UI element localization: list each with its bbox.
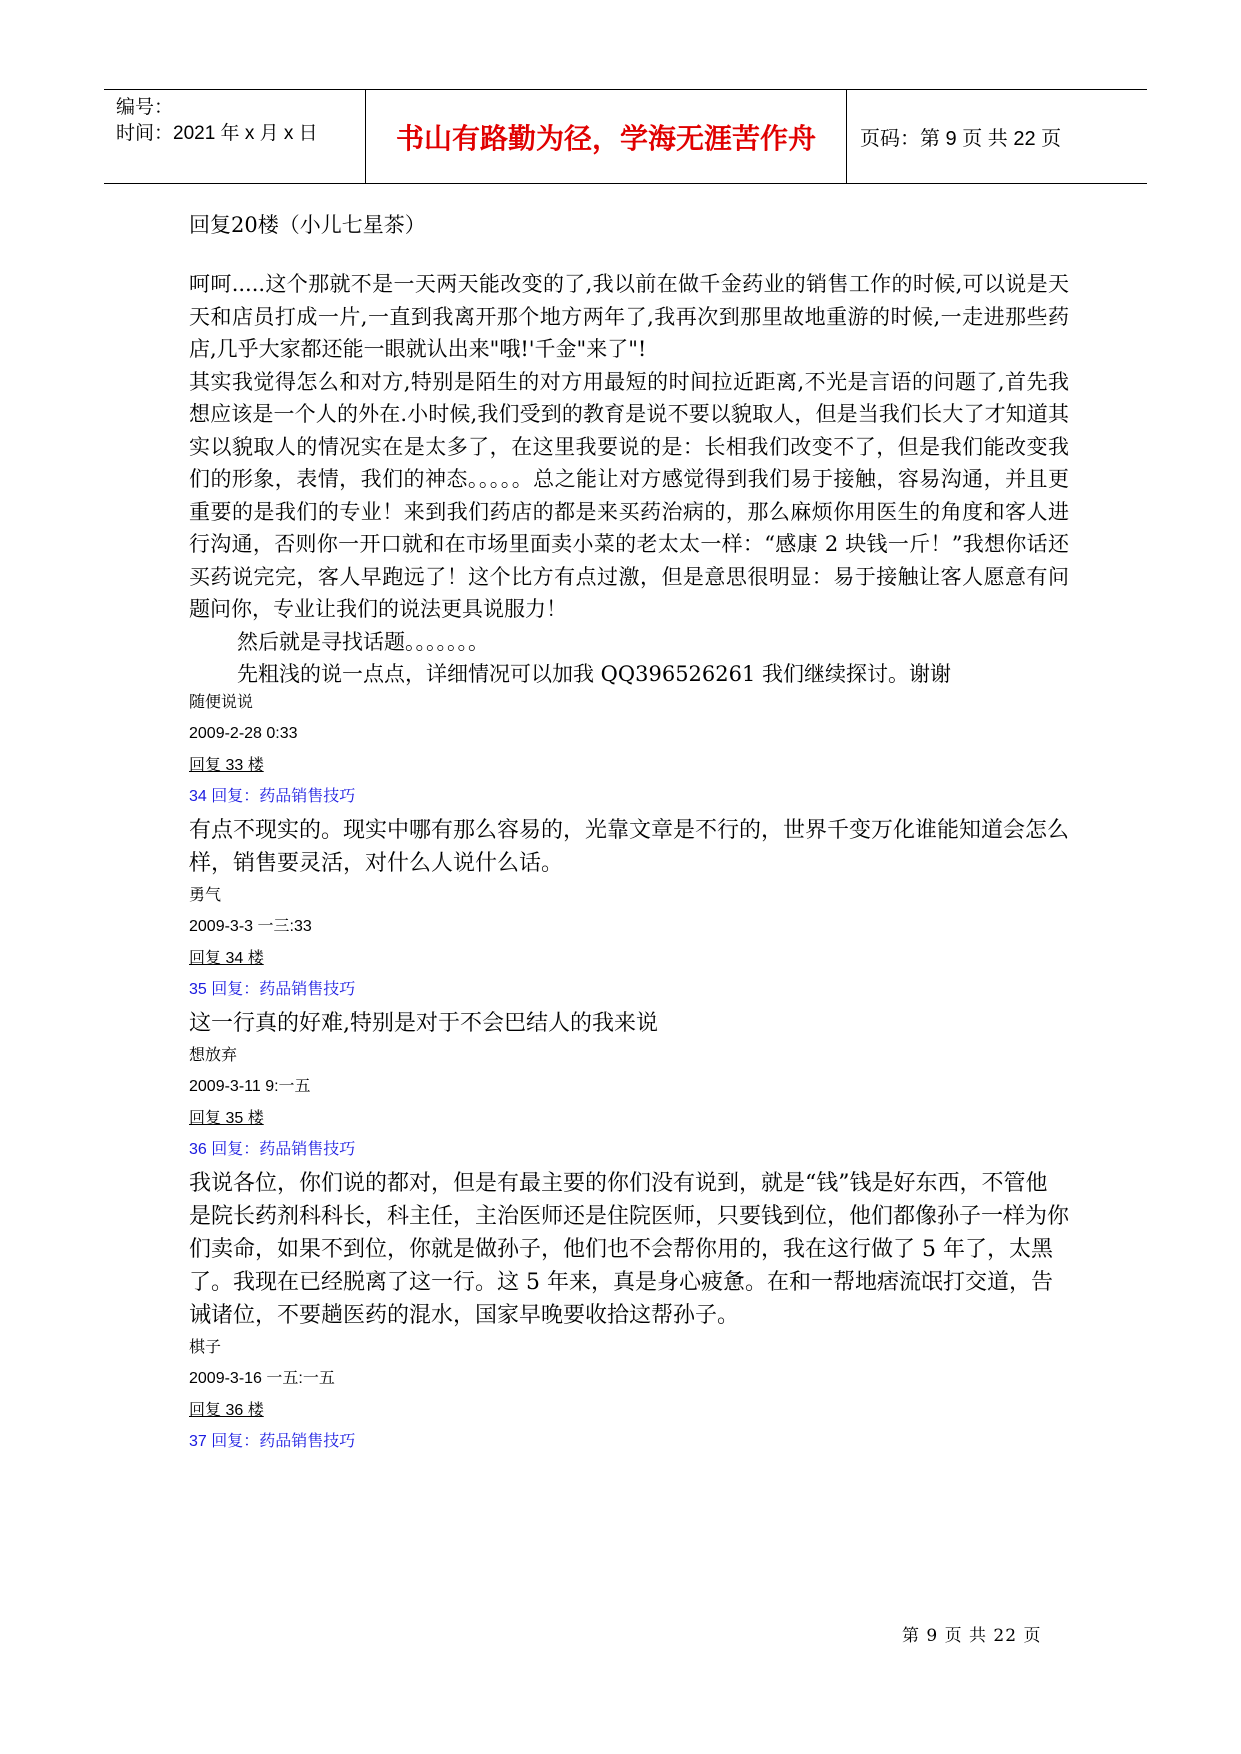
post-body-34: 有点不现实的。现实中哪有那么容易的，光靠文章是不行的，世界千变万化谁能知道会怎么样，销售要灵活，对什么人说什么话。 (189, 817, 1070, 876)
header-page-info: 页码：第 9 页 共 22 页 (860, 128, 1062, 150)
post-date-34: 2009-3-3 一三:33 (189, 917, 312, 935)
post-author-34: 勇气 (189, 884, 222, 904)
page-footer: 第 9 页 共 22 页 (902, 1626, 1042, 1646)
post-title-35[interactable]: 35 回复：药品销售技巧 (189, 980, 356, 998)
post-date-36: 2009-3-16 一五:一五 (189, 1369, 335, 1387)
reply-paragraph-4: 先粗浅的说一点点，详细情况可以加我 QQ396526261 我们继续探讨。谢谢 (237, 662, 952, 686)
reply-link-34[interactable]: 回复 34 楼 (189, 949, 264, 967)
post-title-36[interactable]: 36 回复：药品销售技巧 (189, 1140, 356, 1158)
post-date-35: 2009-3-11 9:一五 (189, 1077, 311, 1095)
header-table (104, 89, 1147, 184)
post-title-34[interactable]: 34 回复：药品销售技巧 (189, 787, 356, 805)
header-info-cell (104, 90, 366, 183)
post-author-36: 棋子 (189, 1336, 222, 1356)
post-body-35: 这一行真的好难,特别是对于不会巴结人的我来说 (189, 1010, 658, 1036)
reply-heading: 回复20楼（小儿七星茶） (189, 213, 426, 237)
reply-link-33[interactable]: 回复 33 楼 (189, 756, 264, 774)
post-title-37[interactable]: 37 回复：药品销售技巧 (189, 1432, 356, 1450)
doc-number-label: 编号： (116, 97, 174, 118)
header-motto: 书山有路勤为径，学海无涯苦作舟 (366, 90, 847, 183)
reply-paragraph-2: 其实我觉得怎么和对方,特别是陌生的对方用最短的时间拉近距离,不光是言语的问题了,首先我想应该是一个人的外在.小时候,我们受到的教育是说不要以貌取人，但是当我们长大了才知道其实以貌取人的情况实在是太多了，在这里我要说的是：长相我们改变不了，但是我们能改变我们的形象，表情，我们的神态。。。。。总之能让对方感觉得到我们易于接触，容易沟通，并且更重要的是我们的专业！来到我们药店的都是来买药治病的，那么麻烦你用医生的角度和客人进行沟通，否则你一开口就和在市场里面卖小菜的老太太一样：“感康 2 块钱一斤！”我想你话还买药说完完，客人早跑远了！这个比方有点过激，但是意思很明显：易于接触让客人愿意有问题问你，专业让我们的说法更具说服力！ (189, 369, 1069, 621)
reply-paragraph-1: 呵呵.....这个那就不是一天两天能改变的了,我以前在做千金药业的销售工作的时候,可以说是天天和店员打成一片,一直到我离开那个地方两年了,我再次到那里故地重游的时候,一走进那些药店,几乎大家都还能一眼就认出来"哦!'千金"来了"! (189, 272, 1069, 361)
doc-time-label: 时间：2021 年 x 月 x 日 (116, 123, 318, 144)
post-body-36: 我说各位，你们说的都对，但是有最主要的你们没有说到，就是“钱”钱是好东西，不管他是院长药剂科科长，科主任，主治医师还是住院医师，只要钱到位，他们都像孙子一样为你们卖命，如果不到位，你就是做孙子，他们也不会帮你用的，我在这行做了 5 年了，太黑了。我现在已经脱离了这一行。这 5 年来，真是身心疲惫。在和一帮地痞流氓打交道，告诫诸位，不要趟医药的混水，国家早晚要收拾这帮孙子。 (189, 1170, 1070, 1328)
reply-paragraph-3: 然后就是寻找话题。。。。。。。 (237, 629, 489, 654)
post-date: 2009-2-28 0:33 (189, 724, 298, 742)
reply-link-36[interactable]: 回复 36 楼 (189, 1401, 264, 1419)
post-author-35: 想放弃 (189, 1044, 238, 1064)
forum-content (189, 210, 1069, 1459)
reply-link-35[interactable]: 回复 35 楼 (189, 1109, 264, 1127)
post-author: 随便说说 (189, 691, 254, 711)
